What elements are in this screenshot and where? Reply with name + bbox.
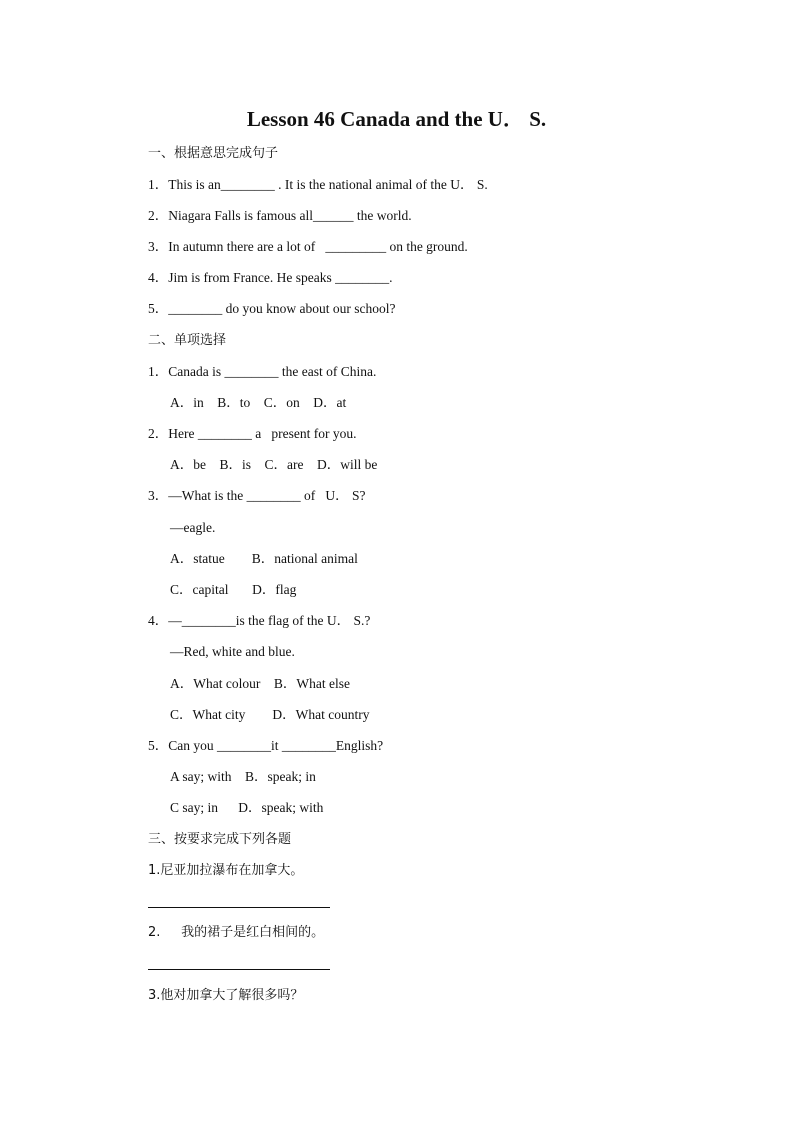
s2-q3-options-1: A．statue B．national animal bbox=[170, 551, 358, 566]
s3-item-1: 1.尼亚加拉瀑布在加拿大。 bbox=[148, 863, 304, 878]
s2-q4: 4．—________is the flag of the U． S.? bbox=[148, 613, 371, 628]
s2-q3: 3．—What is the ________ of U． S? bbox=[148, 488, 366, 503]
answer-line-2[interactable] bbox=[148, 969, 330, 970]
s2-q2-options: A．be B．is C．are D．will be bbox=[170, 457, 378, 472]
s2-q2: 2．Here ________ a present for you. bbox=[148, 426, 357, 441]
s1-item-1: 1．This is an________ . It is the national animal of the U． S. bbox=[148, 177, 488, 192]
answer-line-1[interactable] bbox=[148, 907, 330, 908]
s2-q1: 1．Canada is ________ the east of China. bbox=[148, 364, 377, 379]
s2-q3-options-2: C．capital D．flag bbox=[170, 582, 297, 597]
s2-q4-answer: —Red, white and blue. bbox=[170, 644, 295, 659]
section2-heading: 二、单项选择 bbox=[148, 333, 227, 348]
s2-q5: 5．Can you ________it ________English? bbox=[148, 738, 384, 753]
s2-q5-options-1: A say; with B．speak; in bbox=[170, 769, 316, 784]
page-title: Lesson 46 Canada and the U． S. bbox=[246, 107, 547, 131]
s2-q1-options: A．in B．to C．on D．at bbox=[170, 395, 347, 410]
s3-item-3: 3.他对加拿大了解很多吗？ bbox=[148, 988, 304, 1003]
s1-item-5: 5．________ do you know about our school? bbox=[148, 301, 396, 316]
section3-heading: 三、按要求完成下列各题 bbox=[148, 832, 292, 847]
s2-q4-options-2: C．What city D．What country bbox=[170, 707, 370, 722]
section1-heading: 一、根据意思完成句子 bbox=[148, 146, 279, 161]
s1-item-3: 3．In autumn there are a lot of _________ on the ground. bbox=[148, 239, 468, 254]
s1-item-4: 4．Jim is from France. He speaks ________. bbox=[148, 270, 393, 285]
s1-item-2: 2．Niagara Falls is famous all______ the world. bbox=[148, 208, 412, 223]
s2-q5-options-2: C say; in D．speak; with bbox=[170, 800, 324, 815]
s2-q3-answer: —eagle. bbox=[170, 520, 216, 535]
s2-q4-options-1: A．What colour B．What else bbox=[170, 676, 350, 691]
s3-item-2: 2. 我的裙子是红白相间的。 bbox=[148, 925, 325, 940]
